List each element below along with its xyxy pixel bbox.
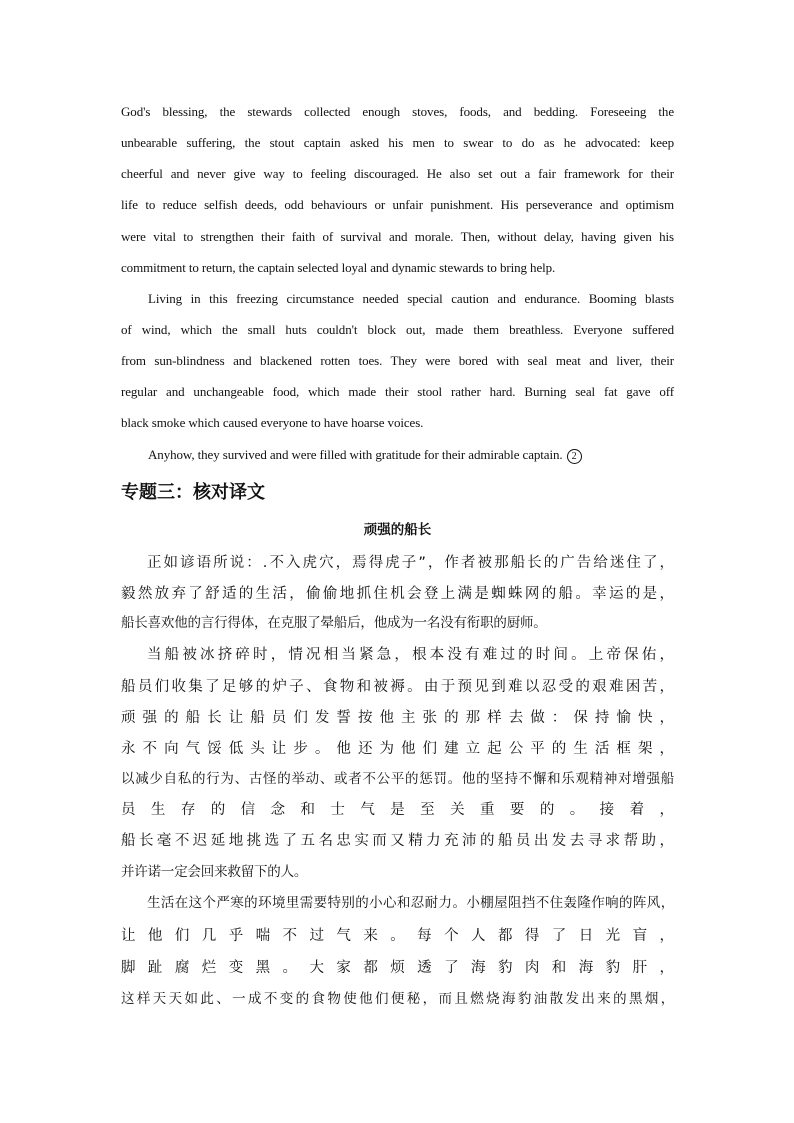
chinese-line: 正如谚语所说：.不入虎穴，焉得虎子”，作者被那船长的广告给迷住了， <box>147 555 674 571</box>
english-line: God's blessing, the stewards collected enough stoves, foods, and bedding. Foreseeing the <box>121 104 674 119</box>
chinese-line: 当船被冰挤碎时，情况相当紧急，根本没有难过的时间。上帝保佑， <box>147 647 674 663</box>
english-line: Living in this freezing circumstance needed special caution and endurance. Booming blasts <box>148 291 674 306</box>
chinese-line: 让他们几乎喘不过气来。每个人都得了日光盲， <box>121 928 674 944</box>
english-line: black smoke which caused everyone to have hoarse voices. <box>121 415 424 430</box>
english-line: Anyhow, they survived and were filled with gratitude for their admirable captain. <box>148 447 563 462</box>
english-line: regular and unchangeable food, which made their stool rather hard. Burning seal fat gave off <box>121 384 674 399</box>
chinese-line: 这样天天如此、一成不变的食物使他们便秘，而且燃烧海豹油散发出来的黑烟， <box>121 991 674 1007</box>
chinese-line: 永不向气馁低头让步。他还为他们建立起公平的生活框架， <box>121 741 674 757</box>
english-line-last <box>121 446 582 464</box>
footnote-marker: 2 <box>567 449 582 464</box>
english-line: life to reduce selfish deeds, odd behaviours or unfair punishment. His perseverance and optimism <box>121 197 674 212</box>
chinese-line: 脚趾腐烂变黑。大家都烦透了海豹肉和海豹肝， <box>121 960 674 976</box>
chinese-line: 船长喜欢他的言行得体，在克服了晕船后，他成为一名没有衔职的厨师。 <box>121 615 547 631</box>
english-line: were vital to strengthen their faith of survival and morale. Then, without delay, having given his <box>121 229 674 244</box>
english-line: of wind, which the small huts couldn't block out, made them breathless. Everyone suffered <box>121 322 674 337</box>
chinese-line: 毅然放弃了舒适的生活，偷偷地抓住机会登上满是蜘蛛网的船。幸运的是， <box>121 586 674 602</box>
chinese-line: 生活在这个严寒的环境里需要特别的小心和忍耐力。小棚屋阻挡不住轰隆作响的阵风， <box>147 895 674 911</box>
translation-title: 顽强的船长 <box>363 522 432 538</box>
chinese-line: 并许诺一定会回来救留下的人。 <box>121 864 308 880</box>
english-line: from sun-blindness and blackened rotten toes. They were bored with seal meat and liver, their <box>121 353 674 368</box>
section-heading: 专题三：核对译文 <box>121 482 265 503</box>
english-line: commitment to return, the captain selected loyal and dynamic stewards to bring help. <box>121 260 556 275</box>
english-line: cheerful and never give way to feeling discouraged. He also set out a fair framework for their <box>121 166 674 181</box>
chinese-line: 船长毫不迟延地挑选了五名忠实而又精力充沛的船员出发去寻求帮助， <box>121 833 674 849</box>
english-line: unbearable suffering, the stout captain asked his men to swear to do as he advocated: keep <box>121 135 674 150</box>
chinese-line: 以减少自私的行为、古怪的举动、或者不公平的惩罚。他的坚持不懈和乐观精神对增强船 <box>121 771 674 787</box>
chinese-line: 顽强的船长让船员们发誓按他主张的那样去做：保持愉快， <box>121 710 674 726</box>
chinese-line: 员生存的信念和士气是至关重要的。接着， <box>121 802 674 818</box>
chinese-line: 船员们收集了足够的炉子、食物和被褥。由于预见到难以忍受的艰难困苦， <box>121 679 674 695</box>
